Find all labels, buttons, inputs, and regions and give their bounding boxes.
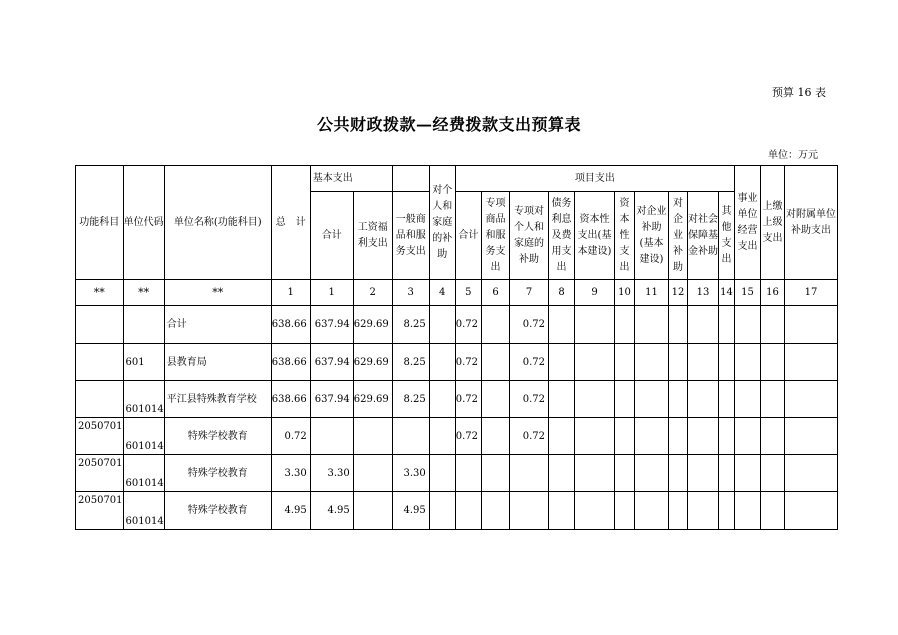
basic-total-cell: 637.94 [310,381,353,418]
project-total-cell: 0.72 [455,306,481,344]
goods-cell: 8.25 [392,344,429,381]
total-cell: 638.66 [271,306,310,344]
personal-cell [429,344,455,381]
special-personal-cell [510,492,549,530]
header-unit-code: 单位代码 [123,166,164,280]
special-personal-cell: 0.72 [510,418,549,455]
func-subject-cell [76,381,124,418]
unit-code-cell: 601014 [123,381,164,418]
index-cell: 5 [455,280,481,306]
unit-code-cell: 601014 [123,418,164,455]
index-cell: 15 [735,280,761,306]
func-subject-cell: 2050701 [76,455,124,492]
index-cell: ** [76,280,124,306]
total-cell: 4.95 [271,492,310,530]
special-goods-cell [482,306,510,344]
index-cell: 6 [482,280,510,306]
index-cell: 3 [392,280,429,306]
budget-table [75,165,838,530]
header-enterprise-basic: 对企业补助(基本建设) [635,192,669,280]
total-cell: 3.30 [271,455,310,492]
unit-code-cell [123,306,164,344]
unit-name-cell: 特殊学校教育 [164,418,271,455]
unit-name-cell: 特殊学校教育 [164,455,271,492]
special-personal-cell [510,455,549,492]
header-capital: 资本性支出 [615,192,635,280]
personal-cell [429,418,455,455]
personal-cell [429,381,455,418]
wage-cell: 629.69 [353,344,392,381]
index-cell: 11 [635,280,669,306]
special-goods-cell [482,381,510,418]
header-affiliated-subsidy: 对附属单位补助支出 [785,166,838,280]
index-cell: 1 [271,280,310,306]
basic-total-cell: 637.94 [310,344,353,381]
header-upper-payment: 上缴上级支出 [761,166,785,280]
basic-total-cell: 4.95 [310,492,353,530]
header-total: 总 计 [271,166,310,280]
total-cell: 638.66 [271,381,310,418]
index-cell: 4 [429,280,455,306]
unit-name-cell: 县教育局 [164,344,271,381]
header-basic-total: 合计 [310,192,353,280]
index-cell: 2 [353,280,392,306]
header-debt-interest: 债务利息及费用支出 [549,192,575,280]
index-cell: 16 [761,280,785,306]
index-cell: 14 [719,280,735,306]
unit-label: 单位：万元 [768,150,818,161]
header-project: 项目支出 [455,166,734,192]
special-personal-cell: 0.72 [510,344,549,381]
index-cell: 10 [615,280,635,306]
header-special-goods: 专项商品和服务支出 [482,192,510,280]
func-subject-cell [76,344,124,381]
header-unit-name: 单位名称(功能科目) [164,166,271,280]
table-row [76,492,838,530]
header-goods-services: 一般商品和服务支出 [392,192,429,280]
table-row [76,306,838,344]
header-social-security: 对社会保障基金补助 [688,192,719,280]
wage-cell [353,418,392,455]
page-title: 公共财政拨款—经费拨款支出预算表 [316,115,581,134]
table-row [76,418,838,455]
special-goods-cell [482,344,510,381]
goods-cell [392,418,429,455]
index-cell: 12 [669,280,688,306]
wage-cell [353,455,392,492]
total-cell: 0.72 [271,418,310,455]
project-total-cell [455,455,481,492]
header-empty [392,166,429,192]
header-enterprise: 对企业补助 [669,192,688,280]
unit-code-cell: 601014 [123,455,164,492]
index-row [76,280,838,306]
header-special-personal: 专项对个人和家庭的补助 [510,192,549,280]
total-cell: 638.66 [271,344,310,381]
personal-cell [429,306,455,344]
special-goods-cell [482,418,510,455]
goods-cell: 3.30 [392,455,429,492]
personal-cell [429,455,455,492]
index-cell: 7 [510,280,549,306]
table-row [76,344,838,381]
header-func-subject: 功能科目 [76,166,124,280]
basic-total-cell [310,418,353,455]
special-personal-cell: 0.72 [510,306,549,344]
unit-name-cell: 特殊学校教育 [164,492,271,530]
unit-name-cell: 平江县特殊教育学校 [164,381,271,418]
header-personal-subsidy: 对个人和家庭的补助 [429,166,455,280]
table-row [76,455,838,492]
func-subject-cell: 2050701 [76,418,124,455]
project-total-cell: 0.72 [455,418,481,455]
func-subject-cell [76,306,124,344]
goods-cell: 8.25 [392,306,429,344]
project-total-cell: 0.72 [455,344,481,381]
basic-total-cell: 637.94 [310,306,353,344]
goods-cell: 8.25 [392,381,429,418]
personal-cell [429,492,455,530]
basic-total-cell: 3.30 [310,455,353,492]
func-subject-cell: 2050701 [76,492,124,530]
unit-code-cell: 601 [123,344,164,381]
index-cell: 9 [575,280,615,306]
form-number: 预算 16 表 [772,86,826,99]
header-capital-basic: 资本性支出(基本建设) [575,192,615,280]
header-wage-welfare: 工资福利支出 [353,192,392,280]
index-cell: 8 [549,280,575,306]
header-public-institution: 事业单位经营支出 [735,166,761,280]
wage-cell [353,492,392,530]
unit-code-cell: 601014 [123,492,164,530]
index-cell: 1 [310,280,353,306]
header-other: 其他支出 [719,192,735,280]
index-cell: ** [123,280,164,306]
header-project-total: 合计 [455,192,481,280]
project-total-cell: 0.72 [455,381,481,418]
index-cell: 17 [785,280,838,306]
header-basic: 基本支出 [310,166,392,192]
wage-cell: 629.69 [353,381,392,418]
goods-cell: 4.95 [392,492,429,530]
index-cell: 13 [688,280,719,306]
special-personal-cell: 0.72 [510,381,549,418]
special-goods-cell [482,455,510,492]
wage-cell: 629.69 [353,306,392,344]
unit-name-cell: 合计 [164,306,271,344]
project-total-cell [455,492,481,530]
index-cell: ** [164,280,271,306]
table-row [76,381,838,418]
special-goods-cell [482,492,510,530]
